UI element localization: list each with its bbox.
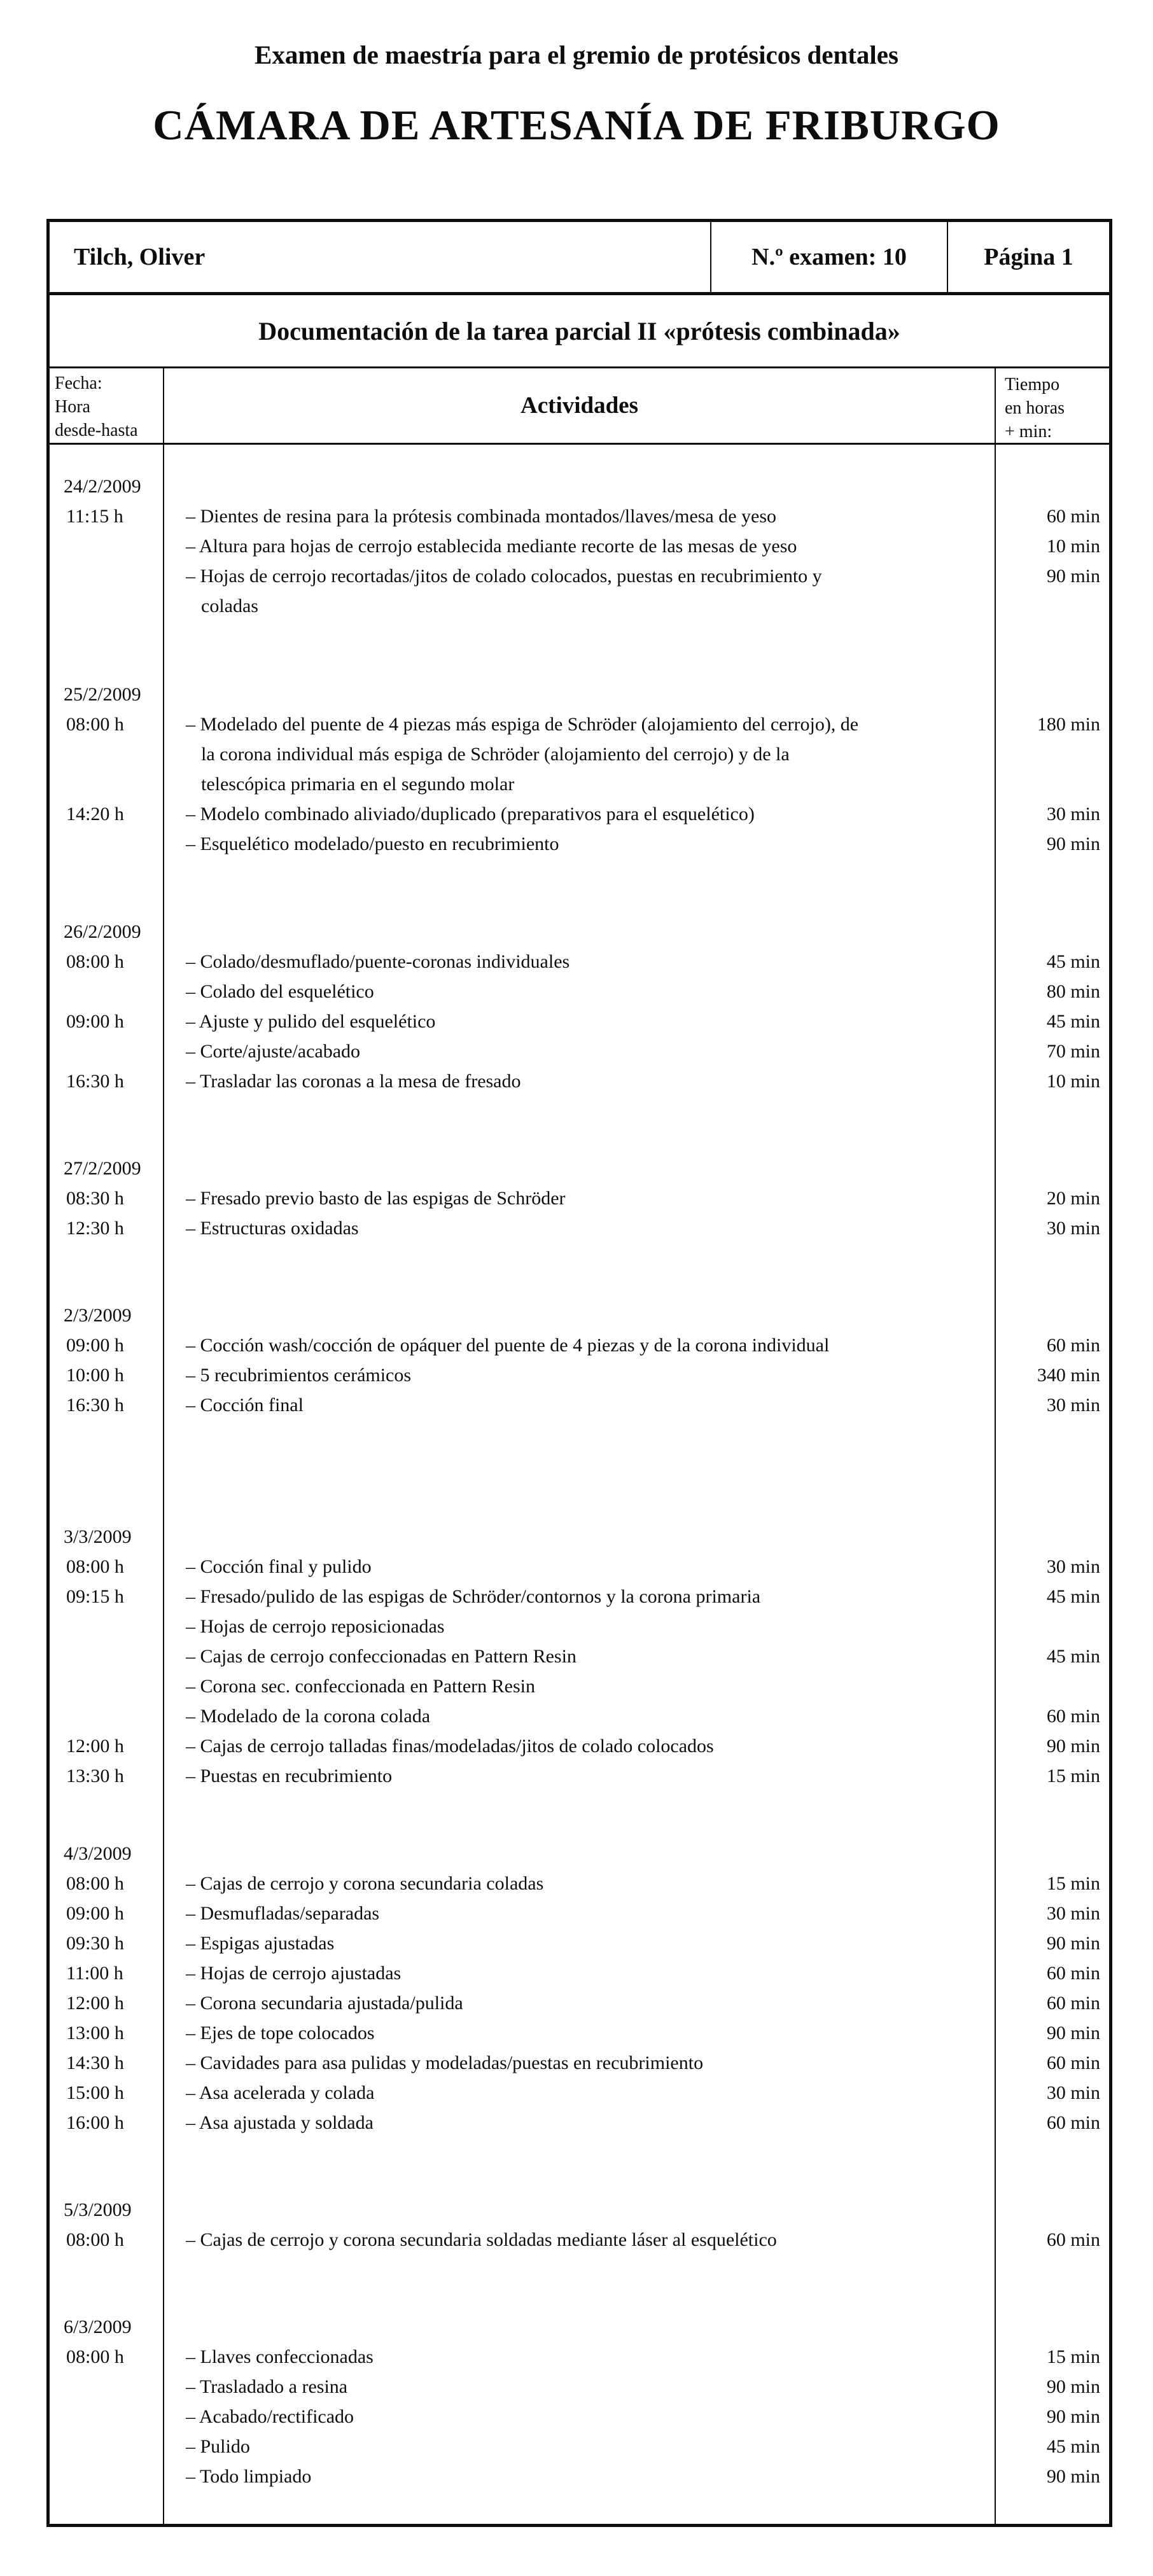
entry-row [50,947,1109,977]
date-cell: 5/3/2009 [64,2199,132,2221]
entry-row [50,799,1109,829]
activity-cell: – Estructuras oxidadas [186,1218,359,1239]
entry-row [50,2018,1109,2048]
date-row [50,1522,1109,1552]
block-spacer [50,621,1109,679]
minutes-cell: 340 min [1037,1365,1100,1386]
block-spacer [50,2255,1109,2312]
activities-header-label: Actividades [521,393,638,419]
entry-row [50,1066,1109,1096]
column-header-time [995,368,1109,443]
entry-row [50,1360,1109,1390]
time-cell [50,561,164,621]
time-cell: 12:00 h [66,1993,124,2014]
activity-cell: – Asa acelerada y colada [186,2082,375,2104]
activity-cell: – Cajas de cerrojo y corona secundaria coladas [186,1873,544,1895]
entry-row [50,829,1109,859]
activity-cell [164,471,995,501]
entry-row [50,2108,1109,2138]
entry-row [50,1701,1109,1731]
entry-row [50,2078,1109,2108]
column-header-date [50,368,164,443]
minutes-cell [995,1612,1109,1641]
time-cell [50,1641,164,1671]
block-spacer [50,1243,1109,1300]
time-cell: 13:00 h [66,2023,124,2044]
minutes-cell: 45 min [1046,2436,1100,2458]
minutes-cell: 20 min [1046,1188,1100,1209]
entry-row [50,977,1109,1006]
time-cell [50,2432,164,2461]
activity-cell: – Pulido [186,2436,250,2458]
minutes-cell: 10 min [1046,1071,1100,1092]
minutes-cell: 45 min [1046,1586,1100,1608]
minutes-cell: 15 min [1046,1873,1100,1895]
date-row [50,1839,1109,1869]
column-header-row [50,368,1109,445]
block-spacer [50,2138,1109,2195]
minutes-cell: 60 min [1046,2229,1100,2251]
date-cell: 25/2/2009 [64,684,141,706]
time-cell: 12:30 h [66,1218,124,1239]
exam-number: N.º examen: 10 [710,222,947,292]
activity-cell: – 5 recubrimientos cerámicos [186,1365,412,1386]
minutes-cell [995,1839,1109,1869]
time-cell: 08:00 h [66,714,124,735]
minutes-cell: 45 min [1046,1011,1100,1033]
minutes-cell [995,1300,1109,1330]
time-cell: 09:15 h [66,1586,124,1608]
activity-cell: – Cajas de cerrojo confeccionadas en Pattern Resin [186,1646,576,1667]
minutes-cell: 10 min [1046,536,1100,557]
entry-row [50,501,1109,531]
time-cell: 11:00 h [66,1963,123,1984]
entry-row [50,1641,1109,1671]
minutes-cell: 30 min [1046,804,1100,825]
entry-row [50,2225,1109,2255]
table-header-row [50,222,1109,295]
activity-cell: – Cajas de cerrojo talladas finas/modeladas/jitos de colado colocados [186,1736,714,1757]
minutes-cell: 90 min [1046,833,1100,855]
time-cell: 08:00 h [66,951,124,973]
block-spacer [50,859,1109,917]
date-cell: 2/3/2009 [64,1305,132,1326]
activity-cell: – Corte/ajuste/acabado [186,1041,361,1062]
document-title: CÁMARA DE ARTESANÍA DE FRIBURGO [153,102,1000,150]
time-cell: 14:30 h [66,2052,124,2074]
time-cell: 08:00 h [66,2346,124,2368]
activity-cell: – Modelado de la corona colada [186,1706,431,1727]
activity-cell: – Cocción final y pulido [186,1556,372,1578]
activity-cell: – Cajas de cerrojo y corona secundaria soldadas mediante láser al esquelético [186,2229,777,2251]
entry-row [50,531,1109,561]
time-header-line: + min: [1005,422,1052,442]
minutes-cell: 60 min [1046,1706,1100,1727]
minutes-cell: 80 min [1046,981,1100,1003]
time-cell [50,531,164,561]
date-cell: 24/2/2009 [64,476,141,498]
time-cell [50,2461,164,2491]
minutes-cell: 90 min [1046,566,1100,587]
minutes-cell: 90 min [1046,2466,1100,2488]
date-cell: 6/3/2009 [64,2316,132,2338]
entry-row [50,1869,1109,1898]
date-row [50,2312,1109,2342]
date-header-line: Fecha: [55,373,102,394]
entry-row [50,1006,1109,1036]
entry-row [50,1552,1109,1582]
entry-row [50,2461,1109,2491]
entry-row [50,1958,1109,1988]
activity-cell: – Hojas de cerrojo reposicionadas [186,1616,445,1638]
minutes-cell: 60 min [1046,506,1100,527]
minutes-cell: 15 min [1046,2346,1100,2368]
activity-cell: – Ejes de tope colocados [186,2023,375,2044]
minutes-cell: 30 min [1046,1903,1100,1925]
date-cell: 27/2/2009 [64,1158,141,1180]
entry-row [50,709,1109,799]
activity-cell: – Trasladado a resina [186,2376,348,2398]
activity-cell [164,917,995,947]
activity-cell: – Modelo combinado aliviado/duplicado (preparativos para el esquelético) [186,804,755,825]
time-cell [50,977,164,1006]
table-subtitle-row [50,295,1109,368]
entry-row [50,1928,1109,1958]
table-body [50,445,1109,2524]
time-cell: 12:00 h [66,1736,124,1757]
time-cell [50,2402,164,2432]
entry-row [50,1731,1109,1761]
minutes-cell: 45 min [1046,1646,1100,1667]
minutes-cell [995,679,1109,709]
date-row [50,471,1109,501]
activity-cell [164,679,995,709]
entry-row [50,1183,1109,1213]
minutes-cell [995,1671,1109,1701]
candidate-name: Tilch, Oliver [74,244,206,271]
date-row [50,679,1109,709]
entry-row [50,1761,1109,1791]
time-header-line: Tiempo [1005,375,1060,395]
time-cell: 11:15 h [66,506,123,527]
block-spacer [50,445,1109,471]
time-cell: 08:00 h [66,1556,124,1578]
activity-cell [164,2312,995,2342]
time-cell [50,2372,164,2402]
entry-row [50,561,1109,621]
date-row [50,917,1109,947]
date-cell: 4/3/2009 [64,1843,132,1865]
minutes-cell: 90 min [1046,1736,1100,1757]
activity-cell: – Corona sec. confeccionada en Pattern Resin [186,1676,535,1697]
minutes-cell: 90 min [1046,2376,1100,2398]
block-spacer [50,1096,1109,1153]
time-cell [50,1671,164,1701]
date-row [50,1153,1109,1183]
document-supertitle: Examen de maestría para el gremio de protésicos dentales [255,40,898,69]
minutes-cell: 45 min [1046,951,1100,973]
time-cell: 14:20 h [66,804,124,825]
activity-cell: – Esquelético modelado/puesto en recubrimiento [186,833,559,855]
time-cell: 08:30 h [66,1188,124,1209]
activity-cell: – Hojas de cerrojo recortadas/jitos de colado colocados, puestas en recubrimiento y coladas [186,566,822,617]
entry-row [50,2342,1109,2372]
minutes-cell: 30 min [1046,1218,1100,1239]
entry-row [50,1390,1109,1420]
minutes-cell [995,917,1109,947]
minutes-cell [995,471,1109,501]
minutes-cell: 180 min [1037,714,1100,735]
entry-row [50,2048,1109,2078]
activity-cell [164,1839,995,1869]
activity-cell: – Acabado/rectificado [186,2406,354,2428]
activity-cell: – Fresado previo basto de las espigas de Schröder [186,1188,566,1209]
time-cell: 10:00 h [66,1365,124,1386]
minutes-cell: 70 min [1046,1041,1100,1062]
activity-cell: – Trasladar las coronas a la mesa de fresado [186,1071,521,1092]
activity-cell: – Desmufladas/separadas [186,1903,380,1925]
time-cell: 09:00 h [66,1335,124,1356]
activity-cell: – Fresado/pulido de las espigas de Schröder/contornos y la corona primaria [186,1586,761,1608]
minutes-cell: 90 min [1046,2023,1100,2044]
activity-cell: – Puestas en recubrimiento [186,1765,393,1787]
time-cell [50,1612,164,1641]
minutes-cell: 60 min [1046,2052,1100,2074]
entry-row [50,1671,1109,1701]
minutes-cell: 90 min [1046,2406,1100,2428]
entry-row [50,1213,1109,1243]
activity-cell [164,2195,995,2225]
minutes-cell: 30 min [1046,1556,1100,1578]
time-cell [50,1701,164,1731]
minutes-cell: 90 min [1046,1933,1100,1954]
time-cell: 08:00 h [66,1873,124,1895]
time-cell: 16:30 h [66,1395,124,1416]
activity-cell: – Hojas de cerrojo ajustadas [186,1963,402,1984]
activity-cell: – Cocción final [186,1395,304,1416]
table-subtitle: Documentación de la tarea parcial II «prótesis combinada» [258,316,900,345]
minutes-cell: 60 min [1046,1993,1100,2014]
column-header-activities [164,368,995,443]
activity-cell [164,1153,995,1183]
time-header-line: en horas [1005,398,1065,419]
activity-cell: – Espigas ajustadas [186,1933,335,1954]
entry-row [50,2372,1109,2402]
time-cell: 16:30 h [66,1071,124,1092]
time-cell: 13:30 h [66,1765,124,1787]
minutes-cell: 30 min [1046,2082,1100,2104]
activity-cell: – Todo limpiado [186,2466,312,2488]
date-row [50,1300,1109,1330]
activity-cell: – Asa ajustada y soldada [186,2112,374,2134]
minutes-cell: 30 min [1046,1395,1100,1416]
activity-cell [164,1300,995,1330]
time-cell: 09:30 h [66,1933,124,1954]
activity-cell: – Colado/desmuflado/puente-coronas individuales [186,951,570,973]
activity-cell: – Cavidades para asa pulidas y modeladas/puestas en recubrimiento [186,2052,704,2074]
activity-cell: – Colado del esquelético [186,981,374,1003]
minutes-cell [995,1522,1109,1552]
activity-cell: – Llaves confeccionadas [186,2346,374,2368]
minutes-cell: 60 min [1046,1335,1100,1356]
time-cell: 09:00 h [66,1011,124,1033]
time-cell: 16:00 h [66,2112,124,2134]
entry-row [50,1612,1109,1641]
entry-row [50,1898,1109,1928]
time-cell: 09:00 h [66,1903,124,1925]
activity-cell: – Corona secundaria ajustada/pulida [186,1993,463,2014]
time-cell [50,1036,164,1066]
date-header-line: desde-hasta [55,421,138,441]
activity-cell: – Dientes de resina para la prótesis combinada montados/llaves/mesa de yeso [186,506,777,527]
block-spacer [50,1420,1109,1522]
time-cell: 15:00 h [66,2082,124,2104]
minutes-cell [995,2312,1109,2342]
date-row [50,2195,1109,2225]
entry-row [50,2432,1109,2461]
time-cell: 08:00 h [66,2229,124,2251]
block-spacer [50,1791,1109,1839]
exam-documentation-table [46,219,1112,2527]
entry-row [50,1988,1109,2018]
minutes-cell: 60 min [1046,2112,1100,2134]
minutes-cell [995,2195,1109,2225]
activity-cell: – Altura para hojas de cerrojo establecida mediante recorte de las mesas de yeso [186,536,797,557]
page-number: Página 1 [947,222,1109,292]
activity-cell: – Ajuste y pulido del esquelético [186,1011,436,1033]
entry-row [50,1330,1109,1360]
minutes-cell: 15 min [1046,1765,1100,1787]
activity-cell: – Modelado del puente de 4 piezas más espiga de Schröder (alojamiento del cerrojo), de la corona individual más espiga de Schröder (alojamiento del cerrojo) y de la telescópica primaria en el segundo molar [186,714,859,795]
activity-cell [164,1522,995,1552]
entry-row [50,2402,1109,2432]
date-cell: 26/2/2009 [64,921,141,943]
activity-cell: – Cocción wash/cocción de opáquer del puente de 4 piezas y de la corona individual [186,1335,830,1356]
date-header-line: Hora [55,397,90,417]
entry-row [50,1582,1109,1612]
minutes-cell: 60 min [1046,1963,1100,1984]
time-cell [50,829,164,859]
date-cell: 3/3/2009 [64,1526,132,1548]
entry-row [50,1036,1109,1066]
minutes-cell [995,1153,1109,1183]
